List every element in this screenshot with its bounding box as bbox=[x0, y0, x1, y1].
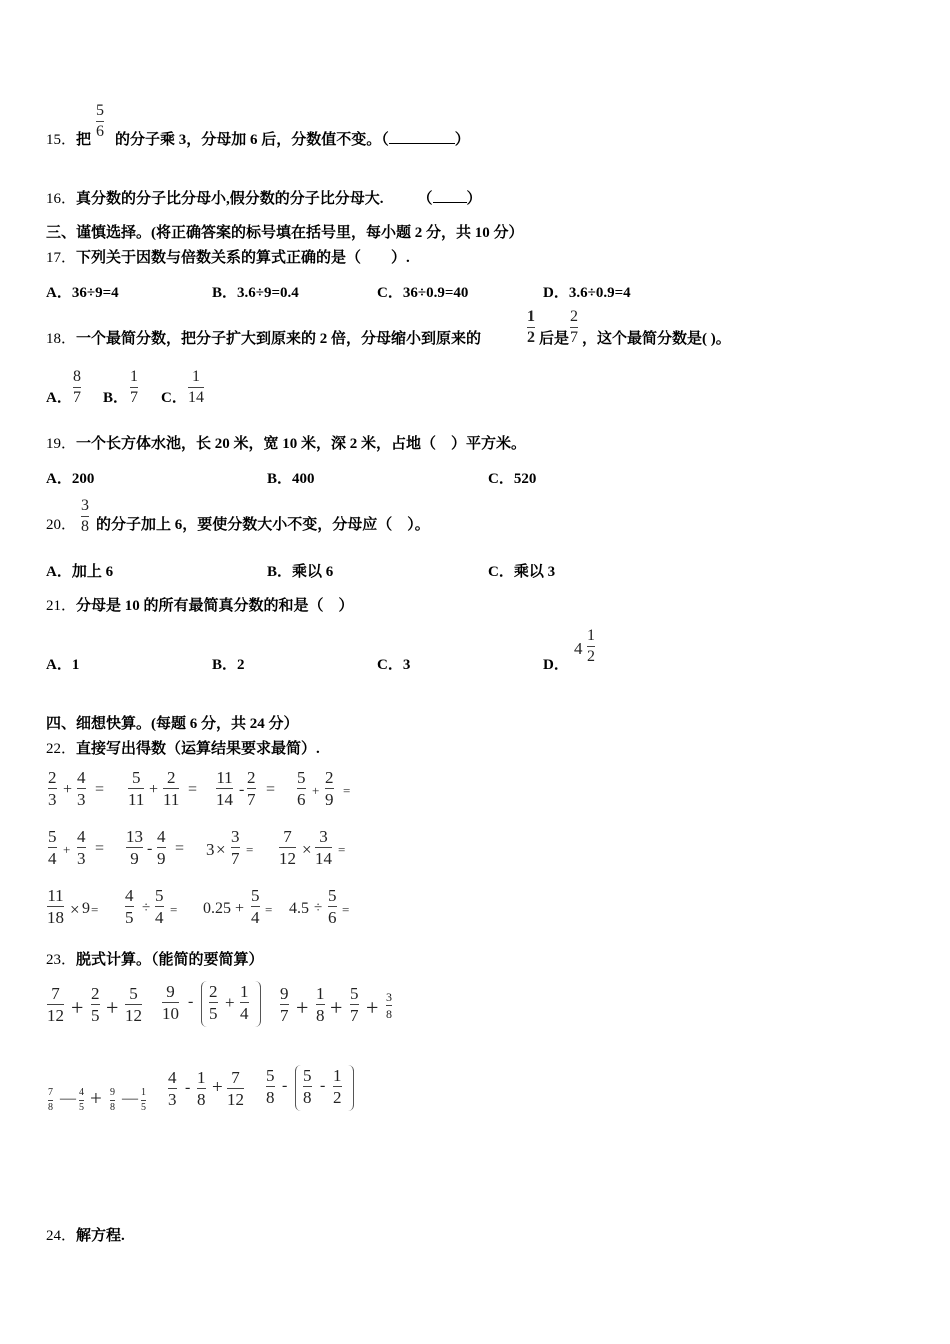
fraction: 2 7 bbox=[570, 308, 578, 346]
question-text: 直接写出得数（运算结果要求最简）. bbox=[76, 741, 320, 757]
equals-sign: = bbox=[95, 781, 105, 798]
question-number: 18． bbox=[46, 331, 77, 347]
plus-sign: + bbox=[312, 783, 320, 798]
minus-sign: - bbox=[188, 993, 194, 1010]
question-text: 下列关于因数与倍数关系的算式正确的是（ ）. bbox=[76, 250, 410, 266]
number: 0.25 bbox=[203, 900, 231, 917]
option-b[interactable]: B．3.6÷9=0.4 bbox=[212, 285, 299, 301]
answer-blank[interactable] bbox=[389, 129, 455, 144]
question-22 bbox=[46, 737, 320, 758]
equals-sign: = bbox=[91, 902, 99, 917]
mixed-number-whole: 4 bbox=[574, 639, 583, 658]
question-18-text-3: ，这个最简分数是( )。 bbox=[582, 331, 731, 347]
fraction: 1 4 bbox=[240, 982, 249, 1023]
fraction: 4 3 bbox=[77, 768, 86, 809]
fraction: 13 9 bbox=[126, 827, 143, 868]
option-b[interactable]: B． bbox=[103, 390, 129, 406]
fraction: 4 9 bbox=[157, 827, 166, 868]
option-c[interactable]: C．乘以 3 bbox=[488, 564, 556, 580]
plus-sign: + bbox=[225, 993, 235, 1012]
minus-sign: - bbox=[147, 840, 153, 857]
plus-sign: + bbox=[212, 1077, 223, 1098]
question-number: 23． bbox=[46, 952, 77, 968]
equals-sign: = bbox=[170, 902, 178, 917]
fraction: 2 5 bbox=[91, 984, 100, 1025]
question-number: 20． bbox=[46, 517, 77, 533]
fraction: 5 4 bbox=[48, 827, 57, 868]
number: 3 bbox=[206, 840, 215, 859]
option-b[interactable]: B．400 bbox=[267, 471, 315, 487]
answer-blank[interactable] bbox=[433, 188, 467, 203]
option-a[interactable]: A． bbox=[46, 390, 72, 406]
option-a[interactable]: A．200 bbox=[46, 471, 95, 487]
equals-sign: = bbox=[266, 781, 276, 798]
fraction: 11 14 bbox=[216, 768, 233, 809]
fraction: 3 8 bbox=[81, 497, 89, 535]
option-c[interactable]: C． bbox=[161, 390, 187, 406]
fraction: 5 8 bbox=[303, 1066, 312, 1107]
option-c[interactable]: C．36÷0.9=40 bbox=[377, 285, 469, 301]
question-20 bbox=[46, 513, 76, 534]
question-15-text: 的分子乘 3，分母加 6 后，分数值不变。（ ） bbox=[115, 128, 470, 149]
section-heading-4: 四、细想快算。(每题 6 分，共 24 分） bbox=[46, 716, 299, 732]
question-16: 16．真分数的分子比分母小,假分数的分子比分母大. （ ） bbox=[46, 187, 482, 208]
plus-sign: + bbox=[330, 995, 343, 1020]
question-text: 解方程. bbox=[76, 1228, 125, 1244]
question-18 bbox=[46, 327, 481, 348]
times-sign: × bbox=[70, 900, 80, 919]
equals-sign: = bbox=[188, 781, 198, 798]
equals-sign: = bbox=[175, 840, 185, 857]
minus-sign: — bbox=[122, 1090, 138, 1107]
plus-sign: + bbox=[106, 995, 119, 1020]
question-text: 脱式计算。（能简的要简算） bbox=[76, 952, 264, 968]
option-b-fraction: 1 7 bbox=[130, 368, 138, 406]
fraction: 2 11 bbox=[163, 768, 180, 809]
question-number: 21． bbox=[46, 598, 77, 614]
fraction: 9 7 bbox=[280, 984, 289, 1025]
question-text: 真分数的分子比分母小,假分数的分子比分母大. bbox=[76, 191, 384, 207]
question-17 bbox=[46, 246, 410, 267]
plus-sign: + bbox=[71, 995, 84, 1020]
equals-sign: = bbox=[246, 842, 254, 857]
plus-sign: + bbox=[366, 995, 379, 1020]
fraction: 9 8 bbox=[110, 1087, 115, 1113]
fraction: 4 5 bbox=[79, 1087, 84, 1113]
fraction: 1 8 bbox=[197, 1068, 206, 1109]
option-c[interactable]: C．3 bbox=[377, 657, 411, 673]
number: 4.5 bbox=[289, 900, 309, 917]
fraction: 11 18 bbox=[47, 886, 64, 927]
fraction: 5 8 bbox=[266, 1066, 275, 1107]
option-d[interactable]: D． bbox=[543, 657, 569, 673]
question-number: 16． bbox=[46, 191, 77, 207]
question-number: 15． bbox=[46, 132, 77, 148]
fraction: 2 3 bbox=[48, 768, 57, 809]
fraction: 5 4 bbox=[155, 886, 164, 927]
fraction: 7 12 bbox=[47, 984, 64, 1025]
times-sign: × bbox=[216, 840, 226, 859]
question-21 bbox=[46, 594, 354, 615]
question-number: 19． bbox=[46, 436, 77, 452]
fraction: 1 5 bbox=[141, 1087, 146, 1113]
fraction: 5 11 bbox=[128, 768, 145, 809]
question-15 bbox=[46, 128, 91, 149]
option-a[interactable]: A．1 bbox=[46, 657, 80, 673]
fraction: 1 2 bbox=[333, 1066, 342, 1107]
fraction: 5 7 bbox=[350, 984, 359, 1025]
fraction: 7 8 bbox=[48, 1087, 53, 1113]
minus-sign: - bbox=[239, 781, 245, 798]
plus-sign: + bbox=[149, 781, 159, 798]
fraction: 3 14 bbox=[315, 827, 332, 868]
divide-sign: ÷ bbox=[314, 900, 323, 916]
section-heading-3: 三、谨慎选择。(将正确答案的标号填在括号里，每小题 2 分，共 10 分） bbox=[46, 225, 524, 241]
question-20-text: 的分子加上 6，要使分数大小不变，分母应（ ）。 bbox=[96, 517, 430, 533]
question-text: 分母是 10 的所有最简真分数的和是（ ） bbox=[76, 598, 354, 614]
fraction: 5 6 bbox=[297, 768, 306, 809]
option-a[interactable]: A．36÷9=4 bbox=[46, 285, 119, 301]
fraction: 7 12 bbox=[279, 827, 296, 868]
option-b[interactable]: B．乘以 6 bbox=[267, 564, 334, 580]
equals-sign: = bbox=[342, 902, 350, 917]
fraction: 9 10 bbox=[162, 982, 179, 1023]
fraction: 2 7 bbox=[247, 768, 256, 809]
mixed-number-fraction: 1 2 bbox=[587, 627, 595, 665]
question-number: 17． bbox=[46, 250, 77, 266]
question-number: 22． bbox=[46, 741, 77, 757]
equals-sign: = bbox=[338, 842, 346, 857]
divide-sign: ÷ bbox=[142, 900, 151, 916]
equals-sign: = bbox=[95, 840, 105, 857]
option-d[interactable]: D．3.6÷0.9=4 bbox=[543, 285, 631, 301]
fraction: 5 6 bbox=[96, 102, 104, 140]
fraction: 3 7 bbox=[231, 827, 240, 868]
fraction: 2 5 bbox=[209, 982, 218, 1023]
minus-sign: — bbox=[60, 1090, 76, 1107]
fraction: 5 4 bbox=[251, 886, 260, 927]
fraction: 4 5 bbox=[125, 886, 134, 927]
fraction: 1 8 bbox=[316, 984, 325, 1025]
fraction: 1 2 bbox=[527, 308, 535, 346]
equals-sign: = bbox=[265, 902, 273, 917]
question-19 bbox=[46, 432, 526, 453]
plus-sign: + bbox=[235, 900, 245, 917]
number: 9 bbox=[82, 900, 90, 917]
question-24 bbox=[46, 1224, 125, 1245]
question-text: 一个最简分数，把分子扩大到原来的 2 倍，分母缩小到原来的 bbox=[76, 331, 482, 347]
minus-sign: - bbox=[282, 1077, 288, 1094]
fraction: 3 8 bbox=[386, 990, 392, 1021]
question-text: 把 bbox=[76, 132, 92, 148]
fraction: 4 3 bbox=[77, 827, 86, 868]
fraction: 2 9 bbox=[325, 768, 334, 809]
fraction: 5 6 bbox=[328, 886, 337, 927]
minus-sign: - bbox=[185, 1079, 191, 1096]
fraction: 5 12 bbox=[125, 984, 142, 1025]
option-c[interactable]: C．520 bbox=[488, 471, 537, 487]
option-a[interactable]: A．加上 6 bbox=[46, 564, 114, 580]
fraction: 7 12 bbox=[227, 1068, 244, 1109]
plus-sign: + bbox=[90, 1086, 102, 1110]
question-text: 一个长方体水池，长 20 米，宽 10 米，深 2 米，占地（ ）平方米。 bbox=[76, 436, 527, 452]
question-18-text-2: 后是 bbox=[539, 331, 570, 347]
plus-sign: + bbox=[63, 842, 71, 857]
plus-sign: + bbox=[296, 995, 309, 1020]
equals-sign: = bbox=[343, 783, 351, 798]
option-a-fraction: 8 7 bbox=[73, 368, 81, 406]
question-23 bbox=[46, 948, 264, 969]
minus-sign: - bbox=[320, 1077, 326, 1094]
times-sign: × bbox=[302, 840, 312, 859]
fraction: 4 3 bbox=[168, 1068, 177, 1109]
option-b[interactable]: B．2 bbox=[212, 657, 245, 673]
option-c-fraction: 1 14 bbox=[188, 368, 204, 406]
plus-sign: + bbox=[63, 781, 73, 798]
question-number: 24． bbox=[46, 1228, 77, 1244]
